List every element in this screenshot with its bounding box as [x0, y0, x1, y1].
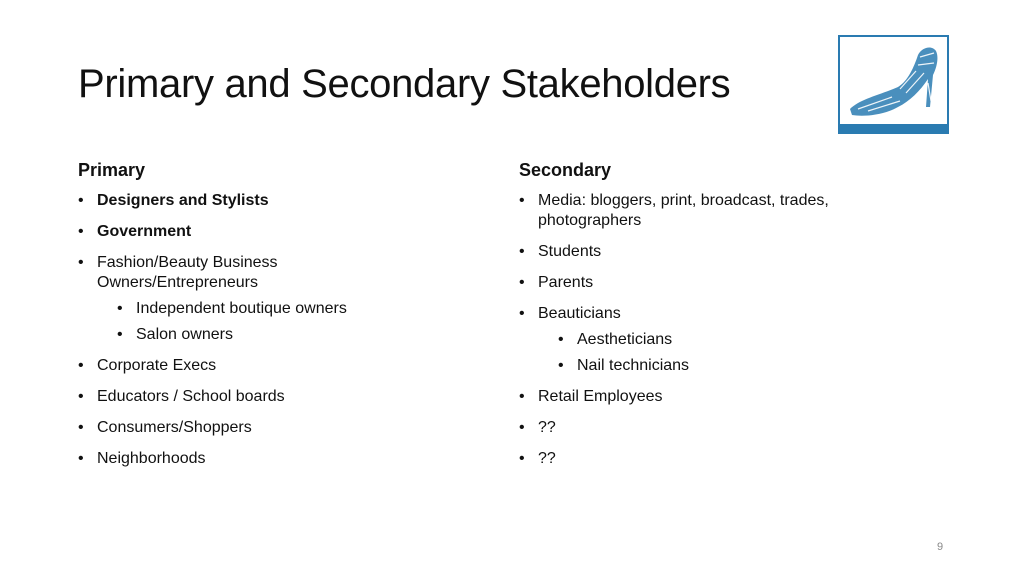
list-item: [519, 418, 899, 438]
list-item: [78, 253, 347, 345]
list-item-text: Parents: [538, 274, 594, 291]
list-item-text: Government: [97, 223, 192, 240]
sub-list: [97, 299, 417, 345]
list-item: [519, 304, 899, 376]
list-item-text: Neighborhoods: [97, 450, 206, 467]
slide-title: Primary and Secondary Stakeholders: [78, 62, 731, 106]
primary-list: [78, 191, 468, 469]
list-item: [519, 191, 899, 231]
list-item-text: Consumers/Shoppers: [97, 419, 252, 436]
list-item: [519, 242, 899, 262]
list-item-text: Beauticians: [538, 305, 621, 322]
list-item-text: Designers and Stylists: [97, 192, 269, 209]
secondary-list: [519, 191, 899, 469]
secondary-column: [519, 160, 899, 480]
list-item-text: Media: bloggers, print, broadcast, trades, photographers: [538, 192, 829, 229]
high-heel-word-cloud-icon: [838, 35, 949, 134]
list-item: [78, 387, 468, 407]
secondary-heading: Secondary: [519, 160, 612, 180]
list-item: [519, 387, 899, 407]
sub-list-item: • Aestheticians: [558, 330, 899, 350]
sub-list: [538, 330, 899, 376]
list-item: [519, 273, 899, 293]
list-item: [78, 191, 468, 211]
list-item-text: ??: [538, 450, 556, 467]
primary-heading: Primary: [78, 160, 146, 180]
list-item-text: Retail Employees: [538, 388, 663, 405]
sub-list-item: • Nail technicians: [558, 356, 899, 376]
list-item: [78, 222, 468, 242]
sub-list-item: • Independent boutique owners: [117, 299, 417, 319]
high-heel-icon: [840, 37, 947, 132]
list-item-text: Students: [538, 243, 602, 260]
primary-column: [78, 160, 468, 480]
list-item-text: Corporate Execs: [97, 357, 217, 374]
sub-list-item: • Salon owners: [117, 325, 417, 345]
list-item-text: ??: [538, 419, 556, 436]
list-item: [78, 418, 468, 438]
list-item: [519, 449, 899, 469]
list-item: [78, 449, 468, 469]
page-number: 9: [937, 541, 944, 553]
list-item-text: Fashion/Beauty Business Owners/Entrepreneurs: [97, 254, 278, 291]
list-item-text: Educators / School boards: [97, 388, 285, 405]
list-item: [78, 356, 468, 376]
